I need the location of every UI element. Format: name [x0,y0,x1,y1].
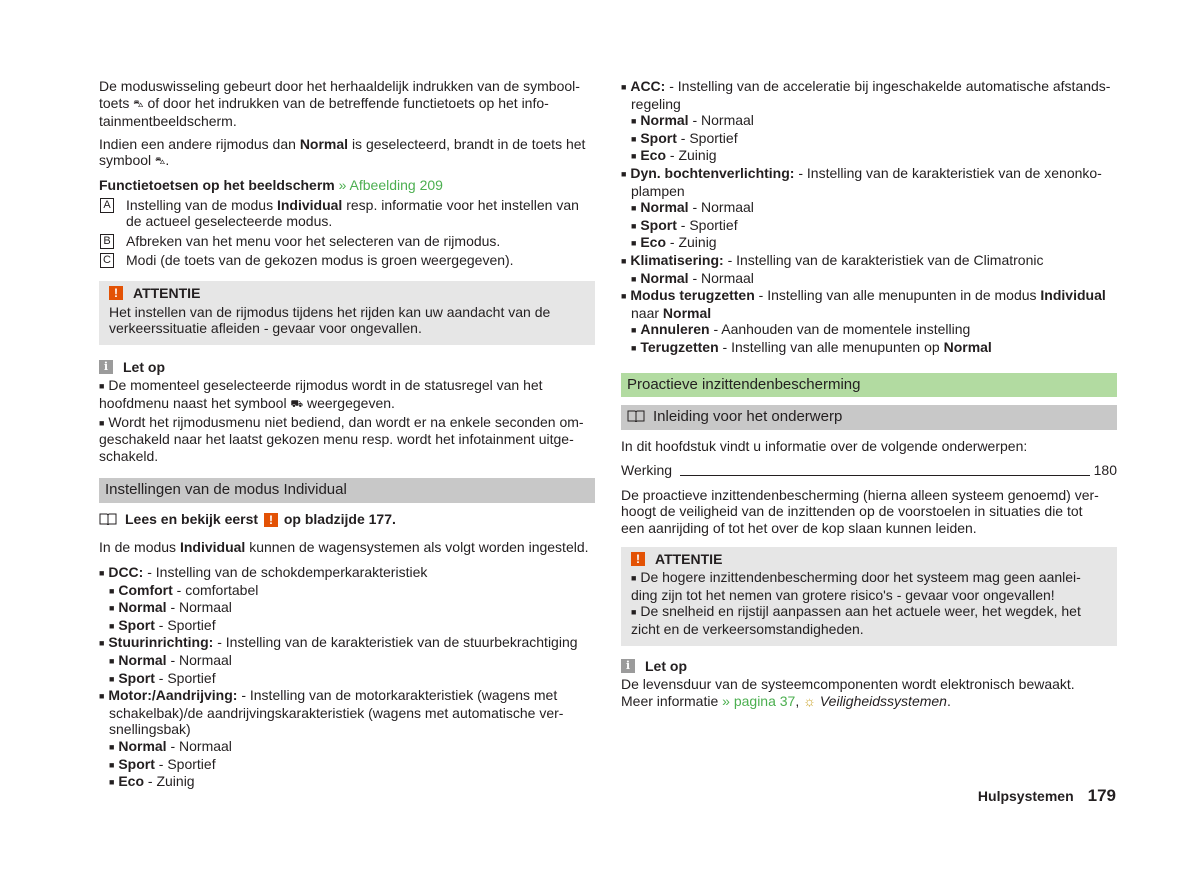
page-number: 179 [1087,786,1116,805]
book-icon [627,410,645,422]
list-subitem: ■ Sport - Sportief [631,216,738,233]
list-subitem: ■ Terugzetten - Instelling van alle menupunten op Normal [631,338,992,355]
page-footer [978,788,1116,805]
list-subitem: ■ Normal - Normaal [109,738,232,754]
list-subitem: ■ Sport - Sportief [631,129,738,146]
left-column [99,78,595,791]
list-subitem: ■ Sport - Sportief [109,616,216,633]
settings-list [99,564,595,791]
warning-icon: ! [264,513,278,527]
warning-box: ! ATTENTIE ■ De hogere inzittendenbescherming door het systeem mag geen aanlei- ding zijn tot het nemen van grotere risico's - gevaar voor ongevallen! ■ De snelheid en rijstijl aanpassen aan het actuele weer, het wegdek, het zicht en de verkeersomstandigheden. [621,547,1117,646]
info-icon: i [621,659,635,673]
settings-list-continued [621,78,1117,357]
list-subitem: ■ Annuleren - Aanhouden van de momentele instelling [631,321,971,338]
legend-item-c: C Modi (de toets van de gekozen modus is groen weergegeven). [99,252,595,269]
figure-reference-link[interactable]: » Afbeelding 209 [338,176,443,193]
key-label-c: C [100,253,114,268]
safety-systems-link[interactable]: Veiligheidssystemen [819,692,947,709]
mode-symbol-icon: ⛍ [133,98,144,110]
warning-box: ! ATTENTIE Het instellen van de rijmodus tijdens het rijden kan uw aandacht van de verkeerssituatie afleiden - gevaar voor ongevallen. [99,281,595,345]
legend-item-b: B Afbreken van het menu voor het selecteren van de rijmodus. [99,233,595,250]
toc-page: 180 [1093,462,1117,479]
read-first-line: Lees en bekijk eerst ! op bladzijde 177. [99,511,595,528]
info-icon: i [99,360,113,374]
note-box: i Let op De levensduur van de systeemcomponenten wordt elektronisch bewaakt. Meer informatie » pagina 37, ☼ Veiligheidssystemen. [621,657,1075,709]
intro-paragraph-2: Indien een andere rijmodus dan Normal is geselecteerd, brandt in de toets het symbool ⛍. [99,136,595,171]
list-subitem: ■ Eco - Zuinig [109,773,195,790]
list-item-steering: ■ Stuurinrichting: - Instelling van de karakteristiek van de stuurbekrachtiging [99,634,578,651]
list-subitem: ■ Normal - Normaal [109,652,232,669]
note-box: i Let op ■ De momenteel geselecteerde rijmodus wordt in de statusregel van het hoofdmenu naast het symbool ⛟ weergegeven. ■ Wordt het rijmodusmenu niet bediend, dan wordt er na enkele seconden om- geschakeld naar het laatst gekozen menu resp. wordt het infotainment uitge- schakeld. [99,358,584,464]
mode-symbol-icon: ⛍ [155,156,166,168]
list-subitem: ■ Comfort - comfortabel [109,581,259,598]
list-subitem: ■ Normal - Normaal [109,599,232,616]
list-item-motor: ■ Motor:/Aandrijving: - Instelling van de motorkarakteristiek (wagens met schakelbak)/de aandrijvingskarakteristiek (wagens met automatische ver- snellingsbak) [99,687,564,738]
list-item-reset: ■ Modus terugzetten - Instelling van alle menupunten in de modus Individual naar Normal [621,287,1106,321]
car-mode-icon: ⛟ [290,398,304,410]
toc-label: Werking [621,462,673,479]
note-title: Let op [123,358,165,375]
book-icon [99,513,117,525]
intro-paragraph-1: De moduswisseling gebeurt door het herhaaldelijk indrukken van de symbool- toets ⛍ of door het indrukken van de betreffende functietoets op het info- tainmentbeeldscherm. [99,78,580,130]
key-label-a: A [100,198,114,213]
description: De proactieve inzittendenbescherming (hierna alleen systeem genoemd) ver- hoogt de veiligheid van de inzittenden op de voorstoelen in situaties die tot een aanrijding of tot het over de kop slaan kunnen leiden. [621,486,1099,537]
list-subitem: ■ Normal - Normaal [631,112,754,129]
toc-entry[interactable] [621,462,1117,479]
list-subitem: ■ Sport - Sportief [109,669,216,686]
list-item-climate: ■ Klimatisering: - Instelling van de karakteristiek van de Climatronic [621,251,1044,268]
warning-title: ATTENTIE [133,284,201,301]
warning-icon: ! [631,552,645,566]
list-item-dcc: ■ DCC: - Instelling van de schokdemperkarakteristiek [99,564,428,581]
list-subitem: ■ Sport - Sportief [109,755,216,772]
note-title: Let op [645,657,687,674]
chapter-title: Proactieve inzittendenbescherming [621,373,1117,398]
legend-item-a: A Instelling van de modus Individual resp. informatie voor het instellen van de actueel geselecteerde modus. [99,197,595,230]
key-label-b: B [100,234,114,249]
func-heading: Functietoetsen op het beeldscherm » Afbeelding 209 [99,176,443,193]
page-reference-link[interactable]: » pagina 37 [722,692,796,709]
tip-icon: ☼ [803,692,816,709]
list-subitem: ■ Eco - Zuinig [631,147,717,164]
list-subitem: ■ Normal - Normaal [631,269,754,286]
warning-title: ATTENTIE [655,550,723,567]
list-subitem: ■ Eco - Zuinig [631,234,717,251]
list-item-acc: ■ ACC: - Instelling van de acceleratie bij ingeschakelde automatische afstands- regeling [621,78,1111,112]
mode-intro: In de modus Individual kunnen de wagensystemen als volgt worden ingesteld. [99,539,589,556]
warning-icon: ! [109,286,123,300]
chapter-intro: In dit hoofdstuk vindt u informatie over de volgende onderwerpen: [621,437,1028,454]
right-column [621,78,1117,709]
list-item-dyn-lighting: ■ Dyn. bochtenverlichting: - Instelling van de karakteristiek van de xenonko- plampen [621,164,1102,199]
footer-section: Hulpsystemen [977,788,1074,804]
toc-leader [680,475,1090,476]
intro-section-title: Inleiding voor het onderwerp [621,405,1117,430]
section-title-individual: Instellingen van de modus Individual [99,478,595,503]
list-subitem: ■ Normal - Normaal [631,199,754,216]
